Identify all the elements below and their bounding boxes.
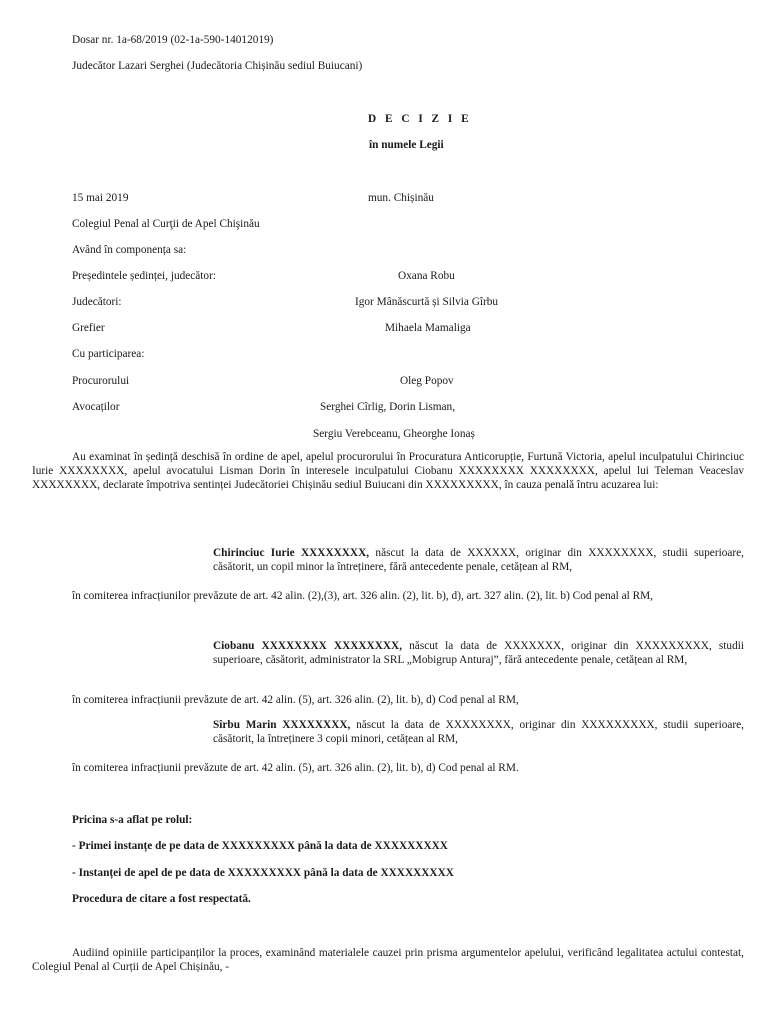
court-name: Colegiul Penal al Curţii de Apel Chişinău bbox=[72, 218, 260, 230]
decision-place: mun. Chișinău bbox=[368, 192, 434, 204]
lawyers-names-line2: Sergiu Verebceanu, Gheorghe Ionaș bbox=[313, 428, 475, 440]
document-title: D E C I Z I E bbox=[368, 113, 472, 125]
defendant-entry bbox=[213, 718, 744, 746]
defendant-charges: în comiterea infracțiunilor prevăzute de art. 42 alin. (2),(3), art. 326 alin. (2), lit. b), d), art. 327 alin. (2), lit. b) Cod penal al RM, bbox=[72, 590, 653, 602]
composition-name-judges: Igor Mânăscurtă și Silvia Gîrbu bbox=[355, 296, 499, 308]
defendant-name: Ciobanu XXXXXXXX XXXXXXXX, bbox=[213, 640, 403, 652]
composition-role-clerk: Grefier bbox=[72, 322, 105, 334]
defendant-details: născut la data de XXXXXXX, originar din XXXXXXXXX, studii superioare, căsătorit, administrator la SRL „Mobigrup Anturaj”, fără antecedente penale, cetățean al RM, bbox=[213, 640, 745, 666]
composition-name-clerk: Mihaela Mamaliga bbox=[385, 322, 471, 334]
defendant-charges: în comiterea infracțiunii prevăzute de art. 42 alin. (5), art. 326 alin. (2), lit. b), d) Cod penal al RM. bbox=[72, 762, 519, 774]
composition-role-judges: Judecători: bbox=[72, 296, 122, 308]
prosecutor-name: Oleg Popov bbox=[400, 375, 454, 387]
defendant-entry bbox=[213, 546, 744, 574]
citation-procedure: Procedura de citare a fost respectată. bbox=[72, 893, 251, 905]
appeal-instance-period: - Instanței de apel de pe data de XXXXXXXXX până la data de XXXXXXXXX bbox=[72, 867, 454, 879]
first-instance-judge: Judecător Lazari Serghei (Judecătoria Chișinău sediul Buiucani) bbox=[72, 60, 363, 72]
proceedings-label: Pricina s-a aflat pe rolul: bbox=[72, 814, 193, 826]
participation-label: Cu participarea: bbox=[72, 348, 145, 360]
composition-label: Având în componența sa: bbox=[72, 244, 187, 256]
closing-paragraph: Audiind opiniile participanților la proces, examinând materialele cauzei prin prisma argumentelor apelului, verificând legalitatea actului contestat, Colegiul Penal al Curții de Apel Chișinău, - bbox=[32, 947, 744, 973]
intro-paragraph: Au examinat în ședință deschisă în ordine de apel, apelul procurorului în Procuratura Anticorupție, Furtună Victoria, apelul inculpatului Chirinciuc Iurie XXXXXXXX, apelul avocatului Lisman Dorin în interesele inculpatului Ciobanu XXXXXXXX XXXXXXXX, apelul lui Teleman Veaceslav XXXXXXXX, declarate împotriva sentinței Judecătoriei Chișinău sediul Buiucani din XXXXXXXXX, în cauza penală întru acuzarea lui: bbox=[32, 451, 744, 491]
case-number: Dosar nr. 1a-68/2019 (02-1a-590-14012019) bbox=[72, 34, 274, 46]
composition-name-president: Oxana Robu bbox=[398, 270, 455, 282]
defendant-details: născut la data de XXXXXXXX, originar din XXXXXXXXX, studii superioare, căsătorit, la întreținere 3 copii minori, cetățean al RM, bbox=[213, 719, 744, 745]
lawyers-role: Avocaților bbox=[72, 401, 120, 413]
defendant-entry bbox=[213, 639, 744, 667]
defendant-details: născut la data de XXXXXX, originar din XXXXXXXX, studii superioare, căsătorit, un copil minor la întreținere, fără antecedente penale, cetățean al RM, bbox=[213, 547, 744, 573]
lawyers-names-line1: Serghei Cîrlig, Dorin Lisman, bbox=[320, 401, 456, 413]
prosecutor-role: Procurorului bbox=[72, 375, 130, 387]
composition-role-president: Președintele ședinței, judecător: bbox=[72, 270, 216, 282]
defendant-charges: în comiterea infracțiunii prevăzute de art. 42 alin. (5), art. 326 alin. (2), lit. b), d) Cod penal al RM, bbox=[72, 694, 519, 706]
decision-date: 15 mai 2019 bbox=[72, 192, 129, 204]
first-instance-period: - Primei instanțe de pe data de XXXXXXXXX până la data de XXXXXXXXX bbox=[72, 840, 448, 852]
defendant-name: Chirinciuc Iurie XXXXXXXX, bbox=[213, 547, 370, 559]
defendant-name: Sîrbu Marin XXXXXXXX, bbox=[213, 719, 351, 731]
document-subtitle: în numele Legii bbox=[369, 139, 444, 151]
